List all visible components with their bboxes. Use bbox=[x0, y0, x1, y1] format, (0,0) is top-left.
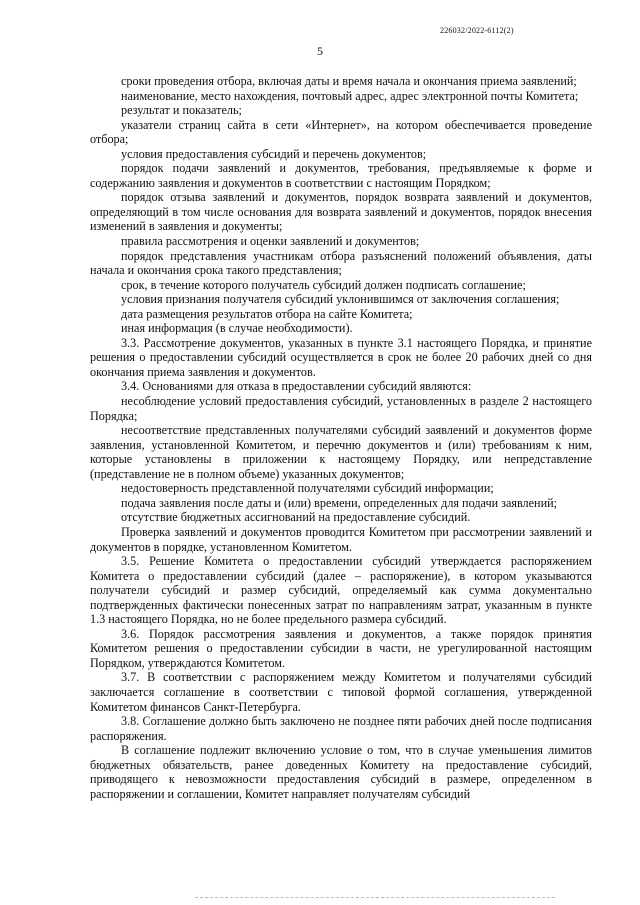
paragraph: срок, в течение которого получатель субсидий должен подписать соглашение; bbox=[121, 277, 526, 292]
document-number: 226032/2022-6112(2) bbox=[440, 26, 514, 35]
paragraph: условия признания получателя субсидий уклонившимся от заключения соглашения; bbox=[121, 292, 560, 307]
paragraph: несоблюдение условий предоставления субсидий, установленных в разделе 2 настоящего Порядка; bbox=[90, 394, 592, 423]
paragraph: 3.4. Основаниями для отказа в предоставлении субсидий являются: bbox=[121, 379, 472, 394]
paragraph: результат и показатель; bbox=[121, 103, 242, 118]
page-number: 5 bbox=[317, 44, 323, 58]
paragraph: отсутствие бюджетных ассигнований на предоставление субсидий. bbox=[121, 510, 471, 525]
paragraph: Проверка заявлений и документов проводится Комитетом при рассмотрении заявлений и документов в порядке, установленном Комитетом. bbox=[90, 524, 592, 554]
paragraph: несоответствие представленных получателями субсидий заявлений и документов форме заявления, установленной Комитетом, и перечню документов и (или) требованиям к ним, которые установлены в приложении к настоящему Порядку, или непредставление (представление не в полном объеме) указанных документов; bbox=[90, 423, 592, 481]
paragraph: наименование, место нахождения, почтовый адрес, адрес электронной почты Комитета; bbox=[121, 88, 579, 103]
document-body bbox=[90, 74, 592, 801]
paragraph: 3.5. Решение Комитета о предоставлении субсидий утверждается распоряжением Комитета о предоставлении субсидий (далее – распоряжение), в котором указываются получатели субсидий и размер субсидий, определяемый как сумма документально подтвержденных фактически понесенных затрат по направлениям затрат, указанным в пункте 1.3 настоящего Порядка, но не более предельного размера субсидий. bbox=[90, 554, 592, 627]
paragraph: указатели страниц сайта в сети «Интернет», на котором обеспечивается проведение отбора; bbox=[90, 117, 592, 147]
paragraph: порядок представления участникам отбора разъяснений положений объявления, даты начала и окончания срока такого представления; bbox=[90, 248, 592, 278]
paragraph: сроки проведения отбора, включая даты и время начала и окончания приема заявлений; bbox=[121, 74, 577, 88]
paragraph: порядок отзыва заявлений и документов, порядок возврата заявлений и документов, определяющий в том числе основания для возврата заявлений и документов, порядок внесения изменений в заявления и документы; bbox=[90, 190, 592, 234]
paragraph: В соглашение подлежит включению условие о том, что в случае уменьшения лимитов бюджетных обязательств, ранее доведенных Комитету на предоставление субсидий, приводящего к невозможности предоставления субсидий в размере, определенном в распоряжении и соглашении, Комитет направляет получателям субсидий bbox=[90, 743, 592, 801]
paragraph: 3.7. В соответствии с распоряжением между Комитетом и получателями субсидий заключается соглашение в соответствии с типовой формой соглашения, утвержденной Комитетом финансов Санкт-Петербурга. bbox=[90, 670, 592, 714]
paragraph: условия предоставления субсидий и перечень документов; bbox=[121, 146, 427, 161]
paragraph: иная информация (в случае необходимости). bbox=[121, 321, 353, 336]
paragraph: 3.6. Порядок рассмотрения заявления и документов, а также порядок принятия Комитетом решения о предоставлении субсидии в части, не урегулированной настоящим Порядком, утверждаются Комитетом. bbox=[90, 626, 592, 670]
paragraph: недостоверность представленной получателями субсидий информации; bbox=[121, 481, 494, 496]
paragraph: правила рассмотрения и оценки заявлений и документов; bbox=[121, 234, 420, 249]
footer-divider bbox=[195, 897, 555, 898]
paragraph: 3.3. Рассмотрение документов, указанных в пункте 3.1 настоящего Порядка, и принятие решения о предоставлении субсидий осуществляется в срок не более 20 рабочих дней со дня окончания приема заявления и документов. bbox=[90, 335, 592, 379]
paragraph: дата размещения результатов отбора на сайте Комитета; bbox=[121, 306, 413, 321]
paragraph: подача заявления после даты и (или) времени, определенных для подачи заявлений; bbox=[121, 495, 558, 510]
paragraph: порядок подачи заявлений и документов, требования, предъявляемые к форме и содержанию заявления и документов в соответствии с настоящим Порядком; bbox=[90, 161, 592, 190]
paragraph: 3.8. Соглашение должно быть заключено не позднее пяти рабочих дней после подписания распоряжения. bbox=[90, 714, 592, 743]
